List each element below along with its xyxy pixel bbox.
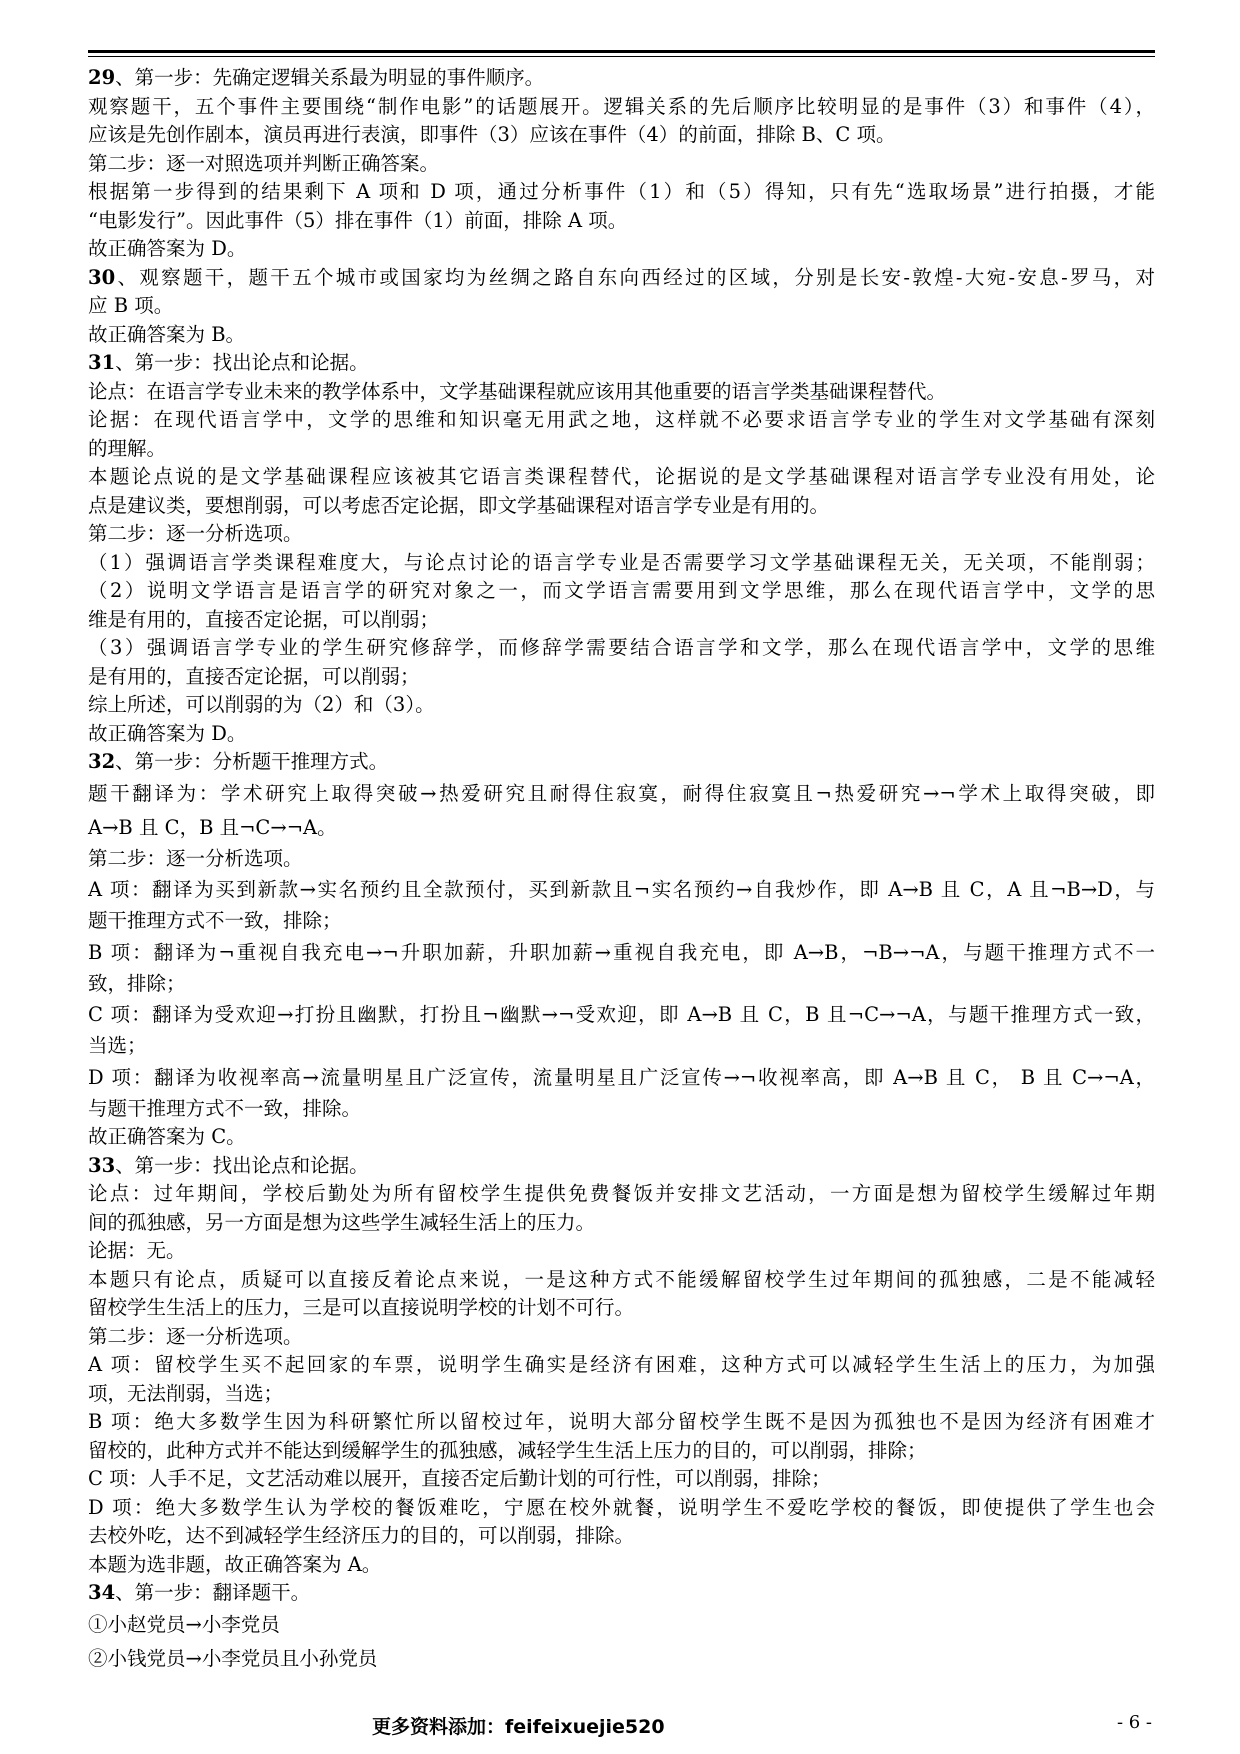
line-text: 本题只有论点，质疑可以直接反着论点来说，一是这种方式不能缓解留校学生过年期间的孤独感，二是不能减轻: [88, 1267, 1155, 1291]
text-line: [88, 1323, 1155, 1352]
text-line: [88, 1608, 1155, 1642]
question-heading-30: [88, 264, 1155, 293]
question-number: 30: [88, 265, 116, 289]
line-text: 论据：无。: [88, 1239, 186, 1262]
text-line: [88, 606, 1155, 635]
footer-contact-text: 更多资料添加：feifeixuejie520: [372, 1716, 665, 1738]
header-rule-thin: [88, 56, 1155, 57]
text-line: [88, 93, 1155, 122]
line-text: 与题干推理方式不一致，排除。: [88, 1096, 362, 1120]
text-line: [88, 1551, 1155, 1580]
line-text: A 项：翻译为买到新款→实名预约且全款预付，买到新款且¬实名预约→自我炒作，即 A→B 且 C，A 且¬B→D，与: [88, 878, 1155, 901]
question-heading-32: [88, 748, 1155, 777]
text-line: [88, 406, 1155, 435]
text-line: [88, 492, 1155, 521]
text-line: [88, 463, 1155, 492]
text-line: [88, 1465, 1155, 1494]
question-heading-33: [88, 1152, 1155, 1181]
line-text: 间的孤独感，另一方面是想为这些学生减轻生活上的压力。: [88, 1210, 596, 1234]
text-line: [88, 970, 1155, 999]
line-text: 留校的，此种方式并不能达到缓解学生的孤独感，减轻学生生活上压力的目的，可以削弱，排除；: [88, 1438, 927, 1462]
line-text: ②小钱党员→小李党员且小孙党员: [88, 1646, 378, 1670]
line-text: 论点：在语言学专业未来的教学体系中，文学基础课程就应该用其他重要的语言学类基础课程替代。: [88, 379, 947, 403]
text-line: [88, 207, 1155, 236]
question-number: 31: [88, 351, 116, 374]
text-line: [88, 1266, 1155, 1295]
line-text: 留校学生生活上的压力，三是可以直接说明学校的计划不可行。: [88, 1296, 635, 1319]
line-text: 根据第一步得到的结果剩下 A 项和 D 项，通过分析事件（1）和（5）得知，只有先“选取场景”进行拍摄，才能: [88, 180, 1155, 203]
line-text: 点是建议类，要想削弱，可以考虑否定论据，即文学基础课程对语言学专业是有用的。: [88, 493, 830, 517]
text-line: [88, 873, 1155, 907]
text-line: [88, 577, 1155, 606]
line-text: 论据：在现代语言学中，文学的思维和知识毫无用武之地，这样就不必要求语言学专业的学生对文学基础有深刻: [88, 408, 1155, 431]
text-line: [88, 1032, 1155, 1061]
text-line: [88, 907, 1155, 936]
question-heading-31: [88, 349, 1155, 378]
text-line: [88, 1209, 1155, 1238]
line-text: 题干翻译为：学术研究上取得突破→热爱研究且耐得住寂寞，耐得住寂寞且¬热爱研究→¬学术上取得突破，即: [88, 781, 1155, 805]
line-text: 第二步：逐一分析选项。: [88, 1324, 303, 1348]
question-number: 29: [88, 66, 116, 89]
text-line: [88, 520, 1155, 549]
text-line: [88, 1237, 1155, 1266]
line-text: 的理解。: [88, 436, 167, 460]
line-text: 故正确答案为 B。: [88, 322, 246, 346]
line-text: “电影发行”。因此事件（5）排在事件（1）前面，排除 A 项。: [88, 208, 628, 232]
line-text: 维是有用的，直接否定论据，可以削弱；: [88, 607, 440, 631]
text-line: [88, 777, 1155, 811]
line-text: 第二步：逐一分析选项。: [88, 846, 303, 870]
page-number: - 6 -: [1116, 1712, 1152, 1733]
line-text: 应 B 项。: [88, 294, 174, 317]
text-line: [88, 1408, 1155, 1437]
text-line: [88, 1061, 1155, 1095]
text-line: [88, 1180, 1155, 1209]
line-text: B 项：绝大多数学生因为科研繁忙所以留校过年，说明大部分留校学生既不是因为孤独也不是因为经济有困难才: [88, 1410, 1155, 1433]
text-line: [88, 292, 1155, 321]
line-text: B 项：翻译为¬重视自我充电→¬升职加薪，升职加薪→重视自我充电，即 A→B，¬B→¬A，与题干推理方式不一: [88, 940, 1155, 964]
line-text: C 项：人手不足，文艺活动难以展开，直接否定后勤计划的可行性，可以削弱，排除；: [88, 1467, 831, 1490]
text-line: [88, 435, 1155, 464]
question-number: 34: [88, 1581, 116, 1604]
text-line: [88, 549, 1155, 578]
text-line: [88, 720, 1155, 749]
line-text: 本题论点说的是文学基础课程应该被其它语言类课程替代，论据说的是文学基础课程对语言学专业没有用处，论: [88, 465, 1155, 488]
line-text: D 项：绝大多数学生认为学校的餐饭难吃，宁愿在校外就餐，说明学生不爱吃学校的餐饭，即使提供了学生也会: [88, 1495, 1155, 1519]
line-text: （3）强调语言学专业的学生研究修辞学，而修辞学需要结合语言学和文学，那么在现代语言学中，文学的思维: [88, 636, 1155, 659]
line-text: 本题为选非题，故正确答案为 A。: [88, 1552, 382, 1576]
document-body: [88, 64, 1155, 1676]
text-line: [88, 378, 1155, 407]
line-text: 观察题干，五个事件主要围绕“制作电影”的话题展开。逻辑关系的先后顺序比较明显的是事件（3）和事件（4），: [88, 94, 1155, 118]
text-line: [88, 1351, 1155, 1380]
text-line: [88, 691, 1155, 720]
line-text: 故正确答案为 D。: [88, 237, 247, 260]
line-text: 、第一步：分析题干推理方式。: [115, 750, 389, 773]
text-line: [88, 1642, 1155, 1676]
text-line: [88, 1294, 1155, 1323]
line-text: （2）说明文学语言是语言学的研究对象之一，而文学语言需要用到文学思维，那么在现代语言学中，文学的思: [88, 579, 1155, 602]
text-line: [88, 321, 1155, 350]
line-text: 致，排除；: [88, 971, 186, 995]
text-line: [88, 178, 1155, 207]
question-number: 32: [88, 750, 116, 773]
question-heading-29: [88, 64, 1155, 93]
text-line: [88, 1437, 1155, 1466]
line-text: 第二步：逐一分析选项。: [88, 522, 303, 545]
line-text: 是有用的，直接否定论据，可以削弱；: [88, 664, 420, 688]
line-text: 应该是先创作剧本，演员再进行表演，即事件（3）应该在事件（4）的前面，排除 B、C 项。: [88, 123, 896, 146]
line-text: 第二步：逐一对照选项并判断正确答案。: [88, 151, 440, 175]
text-line: [88, 845, 1155, 874]
line-text: 题干推理方式不一致，排除；: [88, 909, 342, 932]
line-text: D 项：翻译为收视率高→流量明星且广泛宣传，流量明星且广泛宣传→¬收视率高，即 A→B 且 C， B 且 C→¬A，: [88, 1065, 1155, 1089]
text-line: [88, 121, 1155, 150]
line-text: A→B 且 C，B 且¬C→¬A。: [88, 815, 337, 839]
text-line: [88, 998, 1155, 1032]
text-line: [88, 1522, 1155, 1551]
line-text: 、第一步：先确定逻辑关系最为明显的事件顺序。: [115, 66, 545, 89]
line-text: 、第一步：找出论点和论据。: [115, 351, 369, 374]
text-line: [88, 634, 1155, 663]
page-footer: [0, 1712, 1240, 1742]
line-text: 当选；: [88, 1034, 147, 1057]
text-line: [88, 936, 1155, 970]
line-text: 去校外吃，达不到减轻学生经济压力的目的，可以削弱，排除。: [88, 1524, 635, 1547]
text-line: [88, 811, 1155, 845]
line-text: 综上所述，可以削弱的为（2）和（3）。: [88, 693, 435, 716]
line-text: 项，无法削弱，当选；: [88, 1381, 284, 1405]
line-text: 论点：过年期间，学校后勤处为所有留校学生提供免费餐饭并安排文艺活动，一方面是想为留校学生缓解过年期: [88, 1182, 1155, 1205]
line-text: 故正确答案为 D。: [88, 721, 247, 745]
line-text: 故正确答案为 C。: [88, 1125, 246, 1148]
text-line: [88, 663, 1155, 692]
text-line: [88, 235, 1155, 264]
text-line: [88, 1095, 1155, 1124]
line-text: 、观察题干，题干五个城市或国家均为丝绸之路自东向西经过的区域，分别是长安-敦煌-大宛-安息-罗马，对: [115, 265, 1155, 289]
line-text: 、第一步：翻译题干。: [115, 1581, 311, 1604]
text-line: [88, 1494, 1155, 1523]
question-number: 33: [88, 1153, 116, 1177]
question-heading-34: [88, 1579, 1155, 1608]
text-line: [88, 150, 1155, 179]
text-line: [88, 1380, 1155, 1409]
line-text: ①小赵党员→小李党员: [88, 1612, 280, 1636]
line-text: 、第一步：找出论点和论据。: [115, 1153, 369, 1177]
line-text: （1）强调语言学类课程难度大，与论点讨论的语言学专业是否需要学习文学基础课程无关，无关项，不能削弱；: [88, 550, 1155, 574]
text-line: [88, 1123, 1155, 1152]
line-text: A 项：留校学生买不起回家的车票，说明学生确实是经济有困难，这种方式可以减轻学生生活上的压力，为加强: [88, 1353, 1155, 1376]
header-rule-thick: [88, 50, 1155, 53]
line-text: C 项：翻译为受欢迎→打扮且幽默，打扮且¬幽默→¬受欢迎，即 A→B 且 C，B 且¬C→¬A，与题干推理方式一致，: [88, 1003, 1155, 1026]
